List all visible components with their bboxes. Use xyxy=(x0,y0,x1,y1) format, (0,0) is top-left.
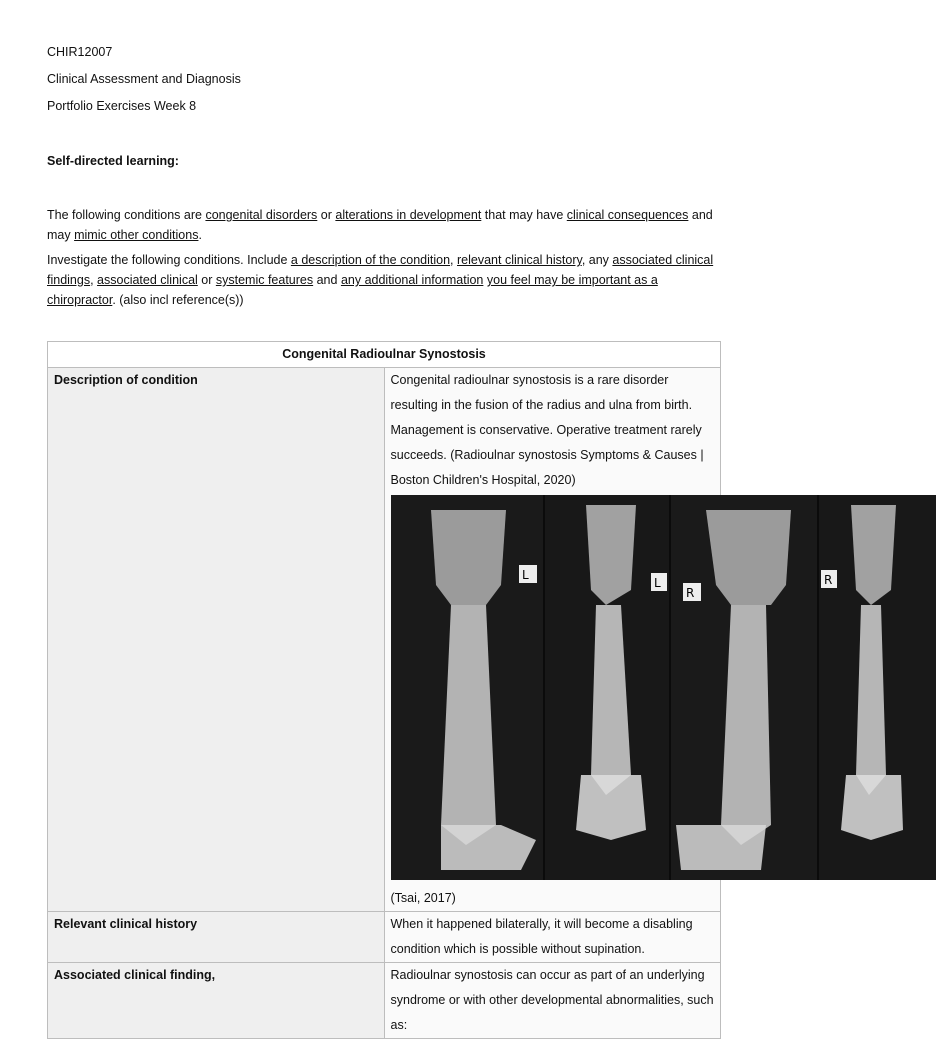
table-row xyxy=(48,912,721,963)
link-congenital-disorders: congenital disorders xyxy=(205,208,318,222)
section-title: Self-directed learning: xyxy=(47,154,179,168)
link-clinical-consequences: clinical consequences xyxy=(566,208,689,222)
table-title: Congenital Radioulnar Synostosis xyxy=(48,342,721,368)
link-alterations: alterations in development xyxy=(335,208,482,222)
xray-panel-right-ap xyxy=(671,495,817,880)
svg-text:L: L xyxy=(653,576,661,590)
course-subject: Clinical Assessment and Diagnosis xyxy=(47,72,241,86)
condition-table xyxy=(47,341,832,1039)
row-value-findings: Radioulnar synostosis can occur as part of an underlying syndrome or with other developmental abnormalities, such as: xyxy=(384,963,721,1039)
row-value-description: Congenital radioulnar synostosis is a rare disorder resulting in the fusion of the radius and ulna from birth. Management is conservative. Operative treatment rarely succeeds. (Radioulnar synostosis Symptoms & Causes | Boston Children's Hospital, 2020) L L R R (Tsai, 2017) xyxy=(384,368,721,912)
row-label-description: Description of condition xyxy=(48,368,385,912)
xray-panel-left-ap xyxy=(391,495,543,880)
image-caption: (Tsai, 2017) xyxy=(390,891,456,905)
xray-panel-right-lateral xyxy=(819,495,936,880)
intro-paragraph-2: Investigate the following conditions. Include a description of the condition, relevant clinical history, any associated clinical findings, associated clinical or systemic features and any additional information you feel may be important as a chiropractor. (also incl reference(s)) xyxy=(47,253,714,307)
link-mimic: mimic other conditions xyxy=(74,228,199,242)
radioulnar-xray-figure xyxy=(391,495,936,880)
svg-text:L: L xyxy=(521,568,529,582)
intro-paragraph-1: The following conditions are congenital disorders or alterations in development that may have clinical consequences and may mimic other conditions. xyxy=(47,208,713,242)
xray-image xyxy=(391,495,936,880)
table-row xyxy=(48,368,721,912)
svg-text:R: R xyxy=(823,573,832,587)
row-label-findings: Associated clinical finding, xyxy=(48,963,385,1039)
row-value-history: When it happened bilaterally, it will become a disabling condition which is possible without supination. xyxy=(384,912,721,963)
course-code: CHIR12007 xyxy=(47,45,113,59)
svg-text:R: R xyxy=(685,586,694,600)
table-row xyxy=(48,963,721,1039)
row-label-history: Relevant clinical history xyxy=(48,912,385,963)
exercise-title: Portfolio Exercises Week 8 xyxy=(47,99,197,113)
xray-panel-left-lateral xyxy=(545,495,669,880)
